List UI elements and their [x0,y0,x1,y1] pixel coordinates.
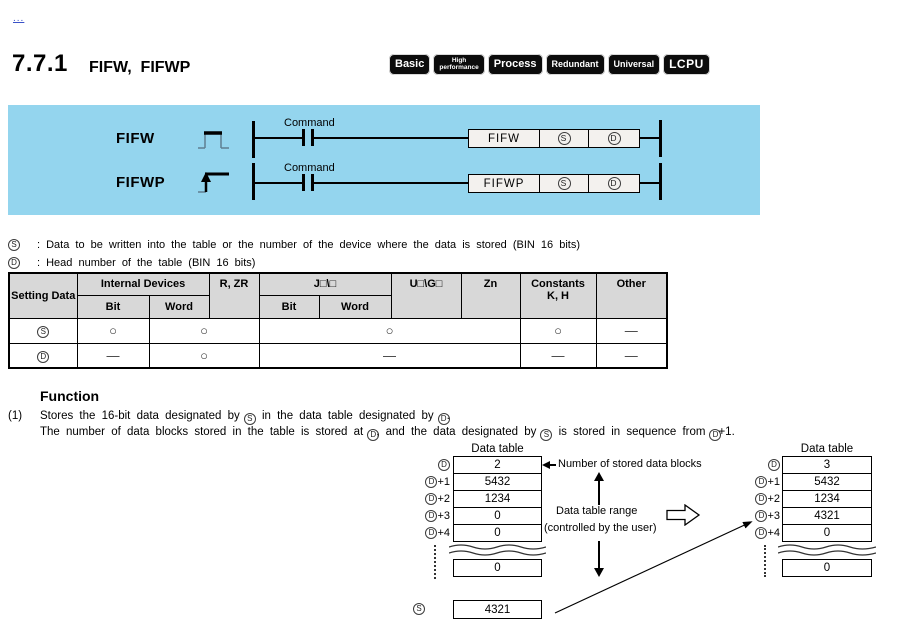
table-row: 1234 [782,490,872,508]
col-j-link: J□\□ [259,273,391,295]
insert-arrow [545,512,765,620]
circled-d: D [425,493,437,505]
cell-d-link [259,343,520,368]
ellipsis-dots [434,545,436,579]
operand-definition-s [11,239,580,251]
rung-line [313,182,468,184]
rung-line [640,182,660,184]
col-constants [520,273,596,318]
operand-s-cell [539,175,588,192]
col-setting-data: Setting Data [9,273,77,318]
instruction-box-fifw [468,129,640,148]
table-row: 0 [453,559,542,577]
text: , and the data designated by [376,426,537,438]
circled-d: D [425,476,437,488]
contact-bar [302,174,305,191]
offset: +4 [437,527,450,539]
ellipsis-dots [764,545,766,577]
function-line-2 [40,426,735,441]
row-label [736,510,780,522]
circled-s: S [540,429,552,441]
badge-label: Basic [395,58,425,70]
offset: +2 [767,493,780,505]
instruction-name-fifw: FIFW [116,130,155,147]
col-internal-bit: Bit [77,295,149,318]
rung-line [252,137,302,139]
usable-mark: ○ [385,323,394,338]
circled-d: D [608,132,621,145]
offset: +1 [767,476,780,488]
break-wave-icon [449,543,546,557]
table-row: 0 [453,524,542,542]
circled-d: D [367,429,379,441]
contact-bar [302,129,305,146]
circled-d: D [608,177,621,190]
row-label [406,476,450,488]
cell-s-link [259,318,520,343]
circled-s: S [558,132,571,145]
cell-s-other [596,318,667,343]
row-label [406,527,450,539]
section-number: 7.7.1 [12,50,68,77]
circled-d: D [438,459,450,471]
circled-d: D [8,257,20,269]
rising-edge-icon [196,168,232,196]
circled-d: D [755,476,767,488]
offset: +1 [437,476,450,488]
circled-s: S [37,326,49,338]
instruction-name-fifwp: FIFWP [116,174,166,191]
badge-label: Redundant [551,59,599,69]
col-other: Other [596,273,667,318]
cell-d-word [149,343,259,368]
text: Stores the 16-bit data designated by [40,410,240,422]
right-table-caption: Data table [800,443,854,455]
badge-high-performance [433,54,484,75]
col-j-word: Word [319,295,391,318]
ladder-left-rail [252,121,255,158]
table-row: 1234 [453,490,542,508]
usable-mark: ○ [200,323,208,338]
usable-mark: — [383,347,396,363]
col-r-zr: R, ZR [209,273,259,318]
operand-d-cell [588,130,639,147]
cell-d-other [596,343,667,368]
instruction-box-fifwp [468,174,640,193]
usable-mark: — [551,347,565,363]
operand-desc: : Data to be written into the table or the number of the device where the data is stored (BIN 16 bits) [37,239,580,251]
offset: +3 [437,510,450,522]
arrow-line [549,464,556,466]
rung-line [313,137,468,139]
text: in the data table designated by [261,410,434,422]
badge-lcpu [663,54,710,75]
operand-d-cell [588,175,639,192]
offset: +3 [767,510,780,522]
circled-d: D [709,429,721,441]
command-label: Command [284,162,335,174]
range-arrow-line [598,480,600,505]
text: The number of data blocks stored in the table is stored at [40,426,364,438]
text: is stored in sequence from [558,426,706,438]
cpu-badges [389,54,710,75]
usable-mark: — [624,323,638,338]
command-label: Command [284,117,335,129]
ladder-right-rail [659,120,662,157]
cell-d-bit [77,343,149,368]
circled-s: S [558,177,571,190]
row-label [736,476,780,488]
badge-process [488,54,543,75]
circled-s: S [8,239,20,251]
circled-d: D [755,493,767,505]
circled-d: D [755,527,767,539]
table-row: 0 [782,524,872,542]
right-data-table [782,456,872,542]
ladder-diagram-panel [8,105,760,215]
col-internal-word: Word [149,295,209,318]
operand-desc: : Head number of the table (BIN 16 bits) [37,257,256,269]
row-label [736,493,780,505]
cell-s-word [149,318,259,343]
usable-mark: ○ [554,323,562,338]
col-j-bit: Bit [259,295,319,318]
row-label [406,493,450,505]
text: +1. [718,426,735,438]
function-heading: Function [40,388,100,404]
top-ellipsis-link[interactable]: ... [13,13,25,24]
row-label [736,527,780,539]
row-s-symbol [9,318,77,343]
ladder-right-rail [659,163,662,200]
badge-label: High [451,57,467,64]
constants-line2: K, H [547,290,569,302]
table-row: 5432 [782,473,872,491]
table-row: 0 [782,559,872,577]
table-row: 2 [453,456,542,474]
cell-s-constants [520,318,596,343]
circled-s: S [244,413,256,425]
circled-d: D [438,413,450,425]
circled-d: D [37,351,49,363]
stored-blocks-label: Number of stored data blocks [558,458,702,470]
usable-mark: — [106,347,120,363]
badge-label: Universal [613,59,655,69]
badge-label: performance [439,63,479,71]
badge-universal [608,54,661,75]
badge-label: Process [493,58,537,70]
setting-data-table [8,272,668,369]
break-wave-icon [778,543,876,557]
operand-s-cell [539,130,588,147]
offset: +2 [437,493,450,505]
row-label [736,459,780,471]
col-internal-devices: Internal Devices [77,273,209,295]
function-item-number: (1) [8,410,23,422]
left-table-caption: Data table [471,443,524,455]
row-label [406,459,450,471]
circled-d: D [768,459,780,471]
circled-d: D [425,527,437,539]
operand-definition-d [11,257,256,269]
col-u-g: U□\G□ [391,273,461,318]
source-value-box: 4321 [453,600,542,619]
badge-basic [389,54,430,75]
instruction-mnemonic: FIFW [487,132,521,145]
cell-d-constants [520,343,596,368]
offset: +4 [767,527,780,539]
circled-d: D [755,510,767,522]
range-label-2: (controlled by the user) [544,522,657,534]
table-row: 4321 [782,507,872,525]
row-label [406,510,450,522]
circled-s: S [413,603,425,615]
row-d-symbol [9,343,77,368]
table-row: 0 [453,507,542,525]
range-label-1: Data table range [556,505,638,517]
rung-line [640,137,660,139]
left-data-table [453,456,542,542]
instruction-mnemonic: FIFWP [483,177,525,190]
badge-redundant [546,54,605,75]
text: . [446,410,450,422]
pulse-waveform-icon [196,125,232,153]
usable-mark: — [624,347,638,363]
circled-d: D [425,510,437,522]
table-row: 3 [782,456,872,474]
function-line-1 [40,410,450,425]
col-zn: Zn [461,273,520,318]
page-title: FIFW, FIFWP [89,59,191,76]
usable-mark: ○ [109,323,117,338]
badge-label: LCPU [669,57,704,71]
rung-line [252,182,302,184]
constants-line1: Constants [531,278,585,290]
cell-s-bit [77,318,149,343]
table-row: 5432 [453,473,542,491]
usable-mark: ○ [200,347,208,363]
